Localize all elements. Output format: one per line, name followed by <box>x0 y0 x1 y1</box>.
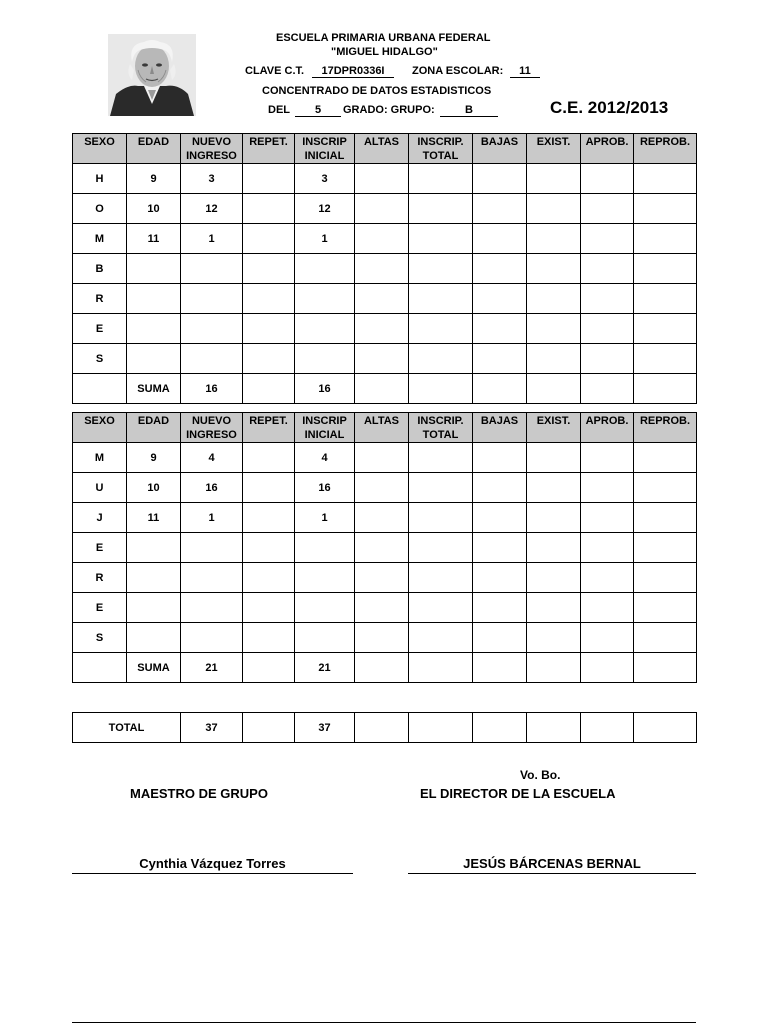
cell-bajas <box>473 224 527 254</box>
cell-aprob <box>581 284 634 314</box>
director-name: JESÚS BÁRCENAS BERNAL <box>463 856 641 871</box>
cell-edad: 11 <box>127 224 181 254</box>
cell-edad <box>127 254 181 284</box>
column-header-reprob <box>634 134 697 164</box>
total-exist <box>527 713 581 743</box>
column-header-aprob <box>581 134 634 164</box>
cell-exist <box>527 194 581 224</box>
column-header-line2: INGRESO <box>186 429 237 441</box>
column-header-line2 <box>73 149 126 163</box>
clave-label: CLAVE C.T. <box>245 65 305 77</box>
total-nuevo-ingreso: 37 <box>181 713 243 743</box>
cell-reprob <box>634 503 697 533</box>
table-row <box>73 374 697 404</box>
column-header-inscrip-inicial <box>295 134 355 164</box>
cell-sexo: E <box>73 533 127 563</box>
cell-reprob <box>634 533 697 563</box>
cell-exist <box>527 224 581 254</box>
school-heading: ESCUELA PRIMARIA URBANA FEDERAL <box>276 32 491 44</box>
cell-altas <box>355 593 409 623</box>
cell-sexo <box>73 653 127 683</box>
column-header-line1: ALTAS <box>363 136 400 148</box>
cell-inscrip-inicial <box>295 623 355 653</box>
column-header-line2 <box>634 149 696 163</box>
column-header-inscrip-total <box>409 134 473 164</box>
cell-inscrip-total <box>409 593 473 623</box>
cell-aprob <box>581 344 634 374</box>
cell-inscrip-inicial <box>295 563 355 593</box>
cell-exist <box>527 443 581 473</box>
cell-inscrip-total <box>409 254 473 284</box>
cell-exist <box>527 533 581 563</box>
cell-repet <box>243 533 295 563</box>
cell-inscrip-total <box>409 314 473 344</box>
cell-aprob <box>581 374 634 404</box>
cell-inscrip-total <box>409 443 473 473</box>
cell-aprob <box>581 593 634 623</box>
cell-exist <box>527 563 581 593</box>
cell-bajas <box>473 533 527 563</box>
cell-inscrip-total <box>409 164 473 194</box>
cell-exist <box>527 164 581 194</box>
table-row <box>73 623 697 653</box>
cell-inscrip-inicial: 1 <box>295 503 355 533</box>
cell-edad <box>127 593 181 623</box>
grupo-value: B <box>440 104 498 117</box>
cell-nuevo-ingreso <box>181 623 243 653</box>
subtitle: CONCENTRADO DE DATOS ESTADISTICOS <box>262 85 492 97</box>
cell-bajas <box>473 344 527 374</box>
cell-sexo: M <box>73 443 127 473</box>
cell-inscrip-total <box>409 344 473 374</box>
cell-repet <box>243 194 295 224</box>
cell-inscrip-inicial: 4 <box>295 443 355 473</box>
cell-repet <box>243 314 295 344</box>
cell-nuevo-ingreso <box>181 314 243 344</box>
cell-repet <box>243 443 295 473</box>
cell-altas <box>355 164 409 194</box>
cell-inscrip-inicial: 16 <box>295 473 355 503</box>
cell-edad <box>127 563 181 593</box>
cell-bajas <box>473 254 527 284</box>
cell-nuevo-ingreso: 12 <box>181 194 243 224</box>
column-header-line1: INSCRIP <box>302 415 347 427</box>
total-row <box>73 713 697 743</box>
cell-reprob <box>634 593 697 623</box>
del-label: DEL <box>268 104 290 116</box>
cell-edad <box>127 623 181 653</box>
cell-reprob <box>634 563 697 593</box>
cell-aprob <box>581 164 634 194</box>
column-header-line2 <box>581 428 633 442</box>
cell-aprob <box>581 473 634 503</box>
cell-sexo: S <box>73 344 127 374</box>
cell-inscrip-inicial <box>295 284 355 314</box>
column-header-inscrip-inicial <box>295 413 355 443</box>
cell-exist <box>527 284 581 314</box>
column-header-line1: BAJAS <box>480 415 519 427</box>
column-header-line2 <box>127 428 180 442</box>
column-header-line2 <box>473 149 526 163</box>
cell-altas <box>355 563 409 593</box>
column-header-edad <box>127 413 181 443</box>
cell-edad: 9 <box>127 443 181 473</box>
cell-aprob <box>581 443 634 473</box>
teacher-title: MAESTRO DE GRUPO <box>130 786 268 801</box>
cell-inscrip-inicial: 1 <box>295 224 355 254</box>
column-header-line1: EDAD <box>137 415 170 427</box>
column-header-line2 <box>73 428 126 442</box>
cell-sexo <box>73 374 127 404</box>
cell-exist <box>527 593 581 623</box>
cell-bajas <box>473 503 527 533</box>
column-header-line1: REPROB. <box>639 136 691 148</box>
column-header-exist <box>527 413 581 443</box>
cell-sexo: H <box>73 164 127 194</box>
cell-repet <box>243 623 295 653</box>
cell-altas <box>355 194 409 224</box>
teacher-signature-line <box>72 873 353 874</box>
mujeres-table <box>72 412 697 683</box>
column-header-line2: INGRESO <box>186 150 237 162</box>
column-header-line2 <box>243 428 294 442</box>
column-header-line2 <box>243 149 294 163</box>
column-header-line1: APROB. <box>585 136 629 148</box>
cell-bajas <box>473 314 527 344</box>
cell-altas <box>355 374 409 404</box>
column-header-aprob <box>581 413 634 443</box>
cell-repet <box>243 503 295 533</box>
column-header-line1: REPROB. <box>639 415 691 427</box>
cell-repet <box>243 374 295 404</box>
cell-altas <box>355 224 409 254</box>
cell-repet <box>243 344 295 374</box>
cell-altas <box>355 284 409 314</box>
total-label: TOTAL <box>73 713 181 743</box>
total-repet <box>243 713 295 743</box>
cell-inscrip-inicial <box>295 314 355 344</box>
table-row <box>73 284 697 314</box>
column-header-line1: BAJAS <box>480 136 519 148</box>
cell-bajas <box>473 653 527 683</box>
column-header-line2 <box>581 149 633 163</box>
column-header-bajas <box>473 134 527 164</box>
column-header-line1: EXIST. <box>536 415 571 427</box>
cell-aprob <box>581 623 634 653</box>
total-reprob <box>634 713 697 743</box>
cell-inscrip-inicial <box>295 533 355 563</box>
cell-bajas <box>473 164 527 194</box>
cell-bajas <box>473 284 527 314</box>
cell-altas <box>355 533 409 563</box>
cell-altas <box>355 653 409 683</box>
cell-inscrip-inicial: 21 <box>295 653 355 683</box>
cell-reprob <box>634 224 697 254</box>
cell-edad: 10 <box>127 473 181 503</box>
cell-reprob <box>634 314 697 344</box>
director-signature-line <box>408 873 696 874</box>
cell-edad <box>127 314 181 344</box>
column-header-repet <box>243 134 295 164</box>
table-row <box>73 473 697 503</box>
cell-altas <box>355 254 409 284</box>
cell-inscrip-inicial <box>295 593 355 623</box>
column-header-row <box>73 413 697 443</box>
director-title: EL DIRECTOR DE LA ESCUELA <box>420 786 616 801</box>
cell-inscrip-total <box>409 533 473 563</box>
cell-nuevo-ingreso <box>181 593 243 623</box>
cell-exist <box>527 254 581 284</box>
cell-inscrip-total <box>409 194 473 224</box>
cell-exist <box>527 374 581 404</box>
clave-value: 17DPR0336I <box>312 65 394 78</box>
school-cycle: C.E. 2012/2013 <box>550 98 669 117</box>
cell-edad <box>127 284 181 314</box>
cell-inscrip-total <box>409 653 473 683</box>
column-header-line2: INICIAL <box>304 150 345 162</box>
cell-inscrip-total <box>409 623 473 653</box>
cell-exist <box>527 623 581 653</box>
cell-inscrip-total <box>409 563 473 593</box>
cell-aprob <box>581 224 634 254</box>
cell-sexo: R <box>73 563 127 593</box>
column-header-inscrip-total <box>409 413 473 443</box>
column-header-line2 <box>127 149 180 163</box>
cell-bajas <box>473 623 527 653</box>
column-header-line2: INICIAL <box>304 429 345 441</box>
total-inscrip-inicial: 37 <box>295 713 355 743</box>
vobo-label: Vo. Bo. <box>520 768 561 782</box>
column-header-line1: INSCRIP <box>302 136 347 148</box>
column-header-line2 <box>355 428 408 442</box>
cell-aprob <box>581 563 634 593</box>
cell-repet <box>243 653 295 683</box>
column-header-line1: REPET. <box>249 136 288 148</box>
cell-altas <box>355 473 409 503</box>
cell-altas <box>355 623 409 653</box>
column-header-exist <box>527 134 581 164</box>
cell-edad: SUMA <box>127 374 181 404</box>
table-row <box>73 653 697 683</box>
column-header-nuevo-ingreso <box>181 413 243 443</box>
column-header-line1: EXIST. <box>536 136 571 148</box>
cell-reprob <box>634 164 697 194</box>
cell-repet <box>243 284 295 314</box>
column-header-line2: TOTAL <box>422 429 459 441</box>
cell-nuevo-ingreso: 21 <box>181 653 243 683</box>
cell-aprob <box>581 254 634 284</box>
total-table <box>72 712 697 743</box>
cell-nuevo-ingreso: 4 <box>181 443 243 473</box>
cell-sexo: M <box>73 224 127 254</box>
cell-sexo: E <box>73 593 127 623</box>
cell-bajas <box>473 194 527 224</box>
cell-edad <box>127 344 181 374</box>
table-row <box>73 503 697 533</box>
cell-inscrip-total <box>409 473 473 503</box>
cell-reprob <box>634 284 697 314</box>
cell-altas <box>355 503 409 533</box>
column-header-line2 <box>527 149 580 163</box>
column-header-altas <box>355 413 409 443</box>
cell-nuevo-ingreso: 1 <box>181 503 243 533</box>
cell-nuevo-ingreso <box>181 563 243 593</box>
column-header-line2 <box>634 428 696 442</box>
zona-value: 11 <box>510 65 540 78</box>
table-row <box>73 344 697 374</box>
zona-label: ZONA ESCOLAR: <box>412 65 504 77</box>
cell-nuevo-ingreso <box>181 533 243 563</box>
cell-repet <box>243 224 295 254</box>
table-row <box>73 443 697 473</box>
cell-aprob <box>581 503 634 533</box>
column-header-bajas <box>473 413 527 443</box>
column-header-line1: APROB. <box>585 415 629 427</box>
total-inscrip-total <box>409 713 473 743</box>
cell-altas <box>355 314 409 344</box>
cell-sexo: U <box>73 473 127 503</box>
cell-nuevo-ingreso: 1 <box>181 224 243 254</box>
cell-aprob <box>581 314 634 344</box>
cell-altas <box>355 344 409 374</box>
hombres-table <box>72 133 697 404</box>
column-header-reprob <box>634 413 697 443</box>
cell-inscrip-total <box>409 374 473 404</box>
cell-aprob <box>581 533 634 563</box>
cell-inscrip-total <box>409 284 473 314</box>
cell-repet <box>243 164 295 194</box>
column-header-row <box>73 134 697 164</box>
cell-edad: 9 <box>127 164 181 194</box>
cell-edad: 11 <box>127 503 181 533</box>
column-header-line1: REPET. <box>249 415 288 427</box>
cell-reprob <box>634 194 697 224</box>
cell-exist <box>527 344 581 374</box>
column-header-line1: NUEVO <box>191 136 232 148</box>
total-aprob <box>581 713 634 743</box>
column-header-line2 <box>355 149 408 163</box>
cell-aprob <box>581 653 634 683</box>
cell-reprob <box>634 653 697 683</box>
table-row <box>73 164 697 194</box>
grado-value: 5 <box>295 104 341 117</box>
page-bottom-rule <box>72 1022 696 1023</box>
cell-bajas <box>473 563 527 593</box>
cell-inscrip-total <box>409 503 473 533</box>
table-row <box>73 533 697 563</box>
column-header-edad <box>127 134 181 164</box>
column-header-repet <box>243 413 295 443</box>
grado-grupo-label: GRADO: GRUPO: <box>343 104 435 116</box>
cell-nuevo-ingreso: 3 <box>181 164 243 194</box>
cell-inscrip-inicial: 12 <box>295 194 355 224</box>
cell-bajas <box>473 443 527 473</box>
cell-repet <box>243 473 295 503</box>
cell-altas <box>355 443 409 473</box>
cell-nuevo-ingreso: 16 <box>181 374 243 404</box>
cell-edad <box>127 533 181 563</box>
cell-repet <box>243 593 295 623</box>
cell-reprob <box>634 374 697 404</box>
table-row <box>73 194 697 224</box>
column-header-sexo <box>73 413 127 443</box>
cell-edad: 10 <box>127 194 181 224</box>
column-header-line1: EDAD <box>137 136 170 148</box>
cell-sexo: O <box>73 194 127 224</box>
cell-sexo: E <box>73 314 127 344</box>
cell-inscrip-inicial: 3 <box>295 164 355 194</box>
cell-exist <box>527 314 581 344</box>
table-row <box>73 563 697 593</box>
cell-reprob <box>634 443 697 473</box>
column-header-line1: INSCRIP. <box>417 415 464 427</box>
cell-nuevo-ingreso <box>181 284 243 314</box>
cell-repet <box>243 563 295 593</box>
cell-nuevo-ingreso: 16 <box>181 473 243 503</box>
table-row <box>73 224 697 254</box>
cell-nuevo-ingreso <box>181 254 243 284</box>
school-name: "MIGUEL HIDALGO" <box>331 46 438 58</box>
cell-sexo: S <box>73 623 127 653</box>
cell-nuevo-ingreso <box>181 344 243 374</box>
column-header-line1: NUEVO <box>191 415 232 427</box>
cell-inscrip-inicial <box>295 254 355 284</box>
cell-bajas <box>473 473 527 503</box>
cell-sexo: J <box>73 503 127 533</box>
cell-reprob <box>634 344 697 374</box>
total-altas <box>355 713 409 743</box>
cell-aprob <box>581 194 634 224</box>
table-row <box>73 314 697 344</box>
column-header-line2 <box>527 428 580 442</box>
cell-bajas <box>473 374 527 404</box>
cell-repet <box>243 254 295 284</box>
total-bajas <box>473 713 527 743</box>
cell-exist <box>527 653 581 683</box>
school-patron-portrait <box>108 34 196 116</box>
teacher-name: Cynthia Vázquez Torres <box>139 856 286 871</box>
table-row <box>73 254 697 284</box>
cell-reprob <box>634 623 697 653</box>
cell-inscrip-inicial: 16 <box>295 374 355 404</box>
column-header-line1: ALTAS <box>363 415 400 427</box>
column-header-line1: SEXO <box>84 136 115 148</box>
cell-bajas <box>473 593 527 623</box>
cell-reprob <box>634 473 697 503</box>
cell-inscrip-inicial <box>295 344 355 374</box>
cell-edad: SUMA <box>127 653 181 683</box>
cell-exist <box>527 503 581 533</box>
column-header-line2: TOTAL <box>422 150 459 162</box>
column-header-nuevo-ingreso <box>181 134 243 164</box>
column-header-line1: INSCRIP. <box>417 136 464 148</box>
column-header-line2 <box>473 428 526 442</box>
cell-sexo: B <box>73 254 127 284</box>
table-row <box>73 593 697 623</box>
cell-inscrip-total <box>409 224 473 254</box>
column-header-sexo <box>73 134 127 164</box>
cell-reprob <box>634 254 697 284</box>
column-header-line1: SEXO <box>84 415 115 427</box>
column-header-altas <box>355 134 409 164</box>
cell-sexo: R <box>73 284 127 314</box>
cell-exist <box>527 473 581 503</box>
